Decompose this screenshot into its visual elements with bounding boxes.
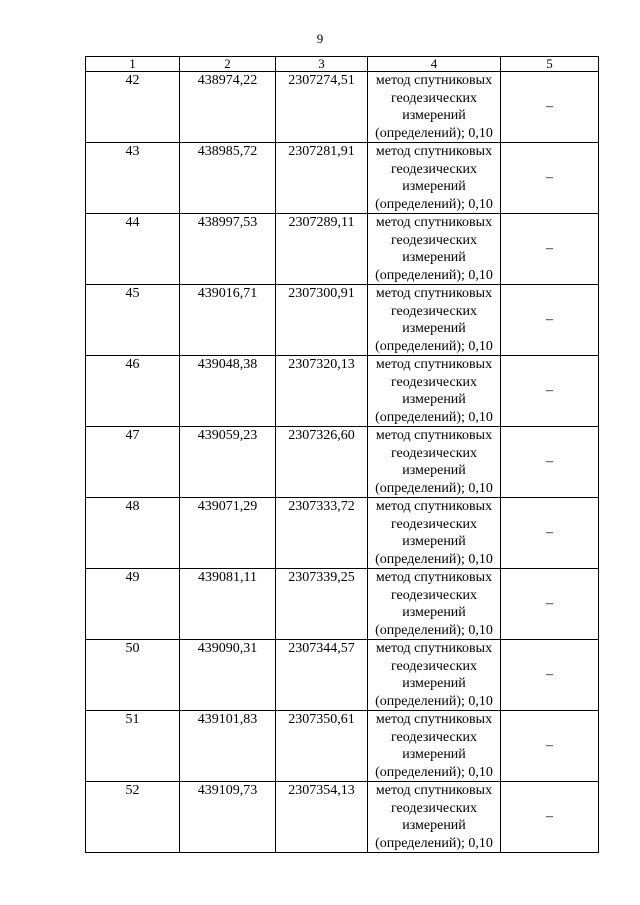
column-header-5: 5 xyxy=(501,57,599,72)
column-header-1: 1 xyxy=(86,57,180,72)
note-cell: – xyxy=(501,285,599,356)
point-number-cell: 52 xyxy=(86,782,180,853)
note-cell: – xyxy=(501,427,599,498)
y-coordinate-cell: 2307344,57 xyxy=(276,640,368,711)
method-line: геодезических xyxy=(390,800,477,816)
table-body xyxy=(86,57,599,853)
table-row xyxy=(86,569,599,640)
method-line: (определений); 0,10 xyxy=(375,196,493,212)
method-line: геодезических xyxy=(390,658,477,674)
note-cell: – xyxy=(501,569,599,640)
point-number-cell: 46 xyxy=(86,356,180,427)
method-line: метод спутниковых xyxy=(375,357,493,372)
note-cell: – xyxy=(501,143,599,214)
method-line: измерений xyxy=(402,463,466,478)
method-line: геодезических xyxy=(390,90,477,106)
method-cell xyxy=(368,427,501,498)
y-coordinate-cell: 2307354,13 xyxy=(276,782,368,853)
method-line: измерений xyxy=(402,179,466,194)
method-line: измерений xyxy=(402,392,466,407)
method-line: (определений); 0,10 xyxy=(375,693,493,709)
method-line: измерений xyxy=(402,818,466,833)
method-line: измерений xyxy=(402,321,466,336)
method-cell xyxy=(368,356,501,427)
table-row xyxy=(86,143,599,214)
method-line: метод спутниковых xyxy=(375,712,493,727)
method-line: измерений xyxy=(402,605,466,620)
method-line: (определений); 0,10 xyxy=(375,267,493,283)
table-row xyxy=(86,498,599,569)
method-line: метод спутниковых xyxy=(375,499,493,514)
note-cell: – xyxy=(501,356,599,427)
table-row xyxy=(86,356,599,427)
point-number-cell: 48 xyxy=(86,498,180,569)
method-line: метод спутниковых xyxy=(375,215,493,230)
point-number-cell: 51 xyxy=(86,711,180,782)
method-cell xyxy=(368,782,501,853)
method-cell xyxy=(368,640,501,711)
x-coordinate-cell: 438974,22 xyxy=(180,72,276,143)
method-cell xyxy=(368,143,501,214)
method-line: измерений xyxy=(402,534,466,549)
method-line: (определений); 0,10 xyxy=(375,622,493,638)
table-row xyxy=(86,711,599,782)
method-line: геодезических xyxy=(390,232,477,248)
column-header-3: 3 xyxy=(276,57,368,72)
method-line: (определений); 0,10 xyxy=(375,764,493,780)
method-line: геодезических xyxy=(390,374,477,390)
y-coordinate-cell: 2307281,91 xyxy=(276,143,368,214)
table-row xyxy=(86,285,599,356)
page-number: 9 xyxy=(316,31,324,46)
note-cell: – xyxy=(501,640,599,711)
method-cell xyxy=(368,285,501,356)
y-coordinate-cell: 2307320,13 xyxy=(276,356,368,427)
y-coordinate-cell: 2307326,60 xyxy=(276,427,368,498)
method-line: геодезических xyxy=(390,587,477,603)
x-coordinate-cell: 438997,53 xyxy=(180,214,276,285)
point-number-cell: 47 xyxy=(86,427,180,498)
table-row xyxy=(86,214,599,285)
point-number-cell: 44 xyxy=(86,214,180,285)
method-line: (определений); 0,10 xyxy=(375,835,493,851)
method-line: (определений); 0,10 xyxy=(375,409,493,425)
x-coordinate-cell: 439109,73 xyxy=(180,782,276,853)
method-line: измерений xyxy=(402,108,466,123)
method-cell xyxy=(368,72,501,143)
method-line: геодезических xyxy=(390,303,477,319)
method-line: метод спутниковых xyxy=(375,783,493,798)
method-line: метод спутниковых xyxy=(375,428,493,443)
note-cell: – xyxy=(501,72,599,143)
point-number-cell: 45 xyxy=(86,285,180,356)
method-line: измерений xyxy=(402,250,466,265)
method-line: метод спутниковых xyxy=(375,144,493,159)
column-header-2: 2 xyxy=(180,57,276,72)
note-cell: – xyxy=(501,214,599,285)
x-coordinate-cell: 439071,29 xyxy=(180,498,276,569)
table-row xyxy=(86,427,599,498)
method-line: (определений); 0,10 xyxy=(375,125,493,141)
note-cell: – xyxy=(501,782,599,853)
method-line: геодезических xyxy=(390,516,477,532)
point-number-cell: 50 xyxy=(86,640,180,711)
method-line: измерений xyxy=(402,747,466,762)
method-cell xyxy=(368,498,501,569)
x-coordinate-cell: 439101,83 xyxy=(180,711,276,782)
table-header-row xyxy=(86,57,599,72)
table-row xyxy=(86,782,599,853)
y-coordinate-cell: 2307300,91 xyxy=(276,285,368,356)
x-coordinate-cell: 438985,72 xyxy=(180,143,276,214)
y-coordinate-cell: 2307339,25 xyxy=(276,569,368,640)
y-coordinate-cell: 2307333,72 xyxy=(276,498,368,569)
x-coordinate-cell: 439048,38 xyxy=(180,356,276,427)
x-coordinate-cell: 439016,71 xyxy=(180,285,276,356)
method-line: (определений); 0,10 xyxy=(375,338,493,354)
method-line: метод спутниковых xyxy=(375,641,493,656)
table-row xyxy=(86,72,599,143)
y-coordinate-cell: 2307274,51 xyxy=(276,72,368,143)
y-coordinate-cell: 2307289,11 xyxy=(276,214,368,285)
point-number-cell: 42 xyxy=(86,72,180,143)
note-cell: – xyxy=(501,498,599,569)
point-number-cell: 49 xyxy=(86,569,180,640)
method-line: геодезических xyxy=(390,729,477,745)
method-cell xyxy=(368,569,501,640)
method-line: (определений); 0,10 xyxy=(375,480,493,496)
method-cell xyxy=(368,711,501,782)
point-number-cell: 43 xyxy=(86,143,180,214)
note-cell: – xyxy=(501,711,599,782)
method-line: (определений); 0,10 xyxy=(375,551,493,567)
method-line: геодезических xyxy=(390,161,477,177)
method-cell xyxy=(368,214,501,285)
method-line: метод спутниковых xyxy=(375,73,493,88)
x-coordinate-cell: 439059,23 xyxy=(180,427,276,498)
method-line: геодезических xyxy=(390,445,477,461)
method-line: метод спутниковых xyxy=(375,286,493,301)
x-coordinate-cell: 439081,11 xyxy=(180,569,276,640)
coordinates-table xyxy=(85,56,599,853)
method-line: измерений xyxy=(402,676,466,691)
column-header-4: 4 xyxy=(368,57,501,72)
y-coordinate-cell: 2307350,61 xyxy=(276,711,368,782)
table-row xyxy=(86,640,599,711)
x-coordinate-cell: 439090,31 xyxy=(180,640,276,711)
method-line: метод спутниковых xyxy=(375,570,493,585)
